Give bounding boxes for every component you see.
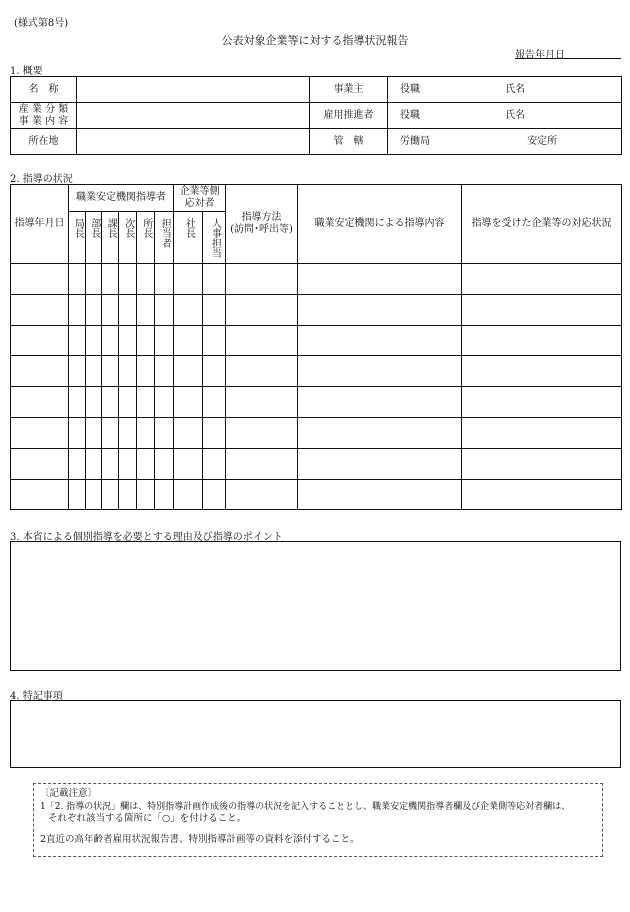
- guidance-table: [10, 184, 622, 510]
- guidance-cell[interactable]: [119, 448, 137, 479]
- guidance-cell[interactable]: [203, 325, 226, 356]
- guidance-cell[interactable]: [137, 387, 155, 418]
- promoter-position-label: 役職: [400, 109, 420, 121]
- guidance-cell[interactable]: [203, 448, 226, 479]
- document-title: 公表対象企業等に対する指導状況報告: [221, 34, 409, 47]
- guidance-cell[interactable]: [462, 479, 622, 510]
- guidance-cell[interactable]: [462, 356, 622, 387]
- company-response-header: 指導を受けた企業等の対応状況: [462, 185, 622, 264]
- guidance-cell[interactable]: [298, 356, 462, 387]
- guidance-cell[interactable]: [203, 417, 226, 448]
- guidance-cell[interactable]: [11, 479, 69, 510]
- guidance-cell[interactable]: [174, 294, 203, 325]
- promoter-field[interactable]: [388, 103, 622, 129]
- guidance-cell[interactable]: [86, 294, 102, 325]
- guidance-row: [11, 448, 622, 479]
- special-notes-field[interactable]: [10, 700, 621, 768]
- guidance-cell[interactable]: [86, 448, 102, 479]
- guidance-cell[interactable]: [137, 448, 155, 479]
- guidance-cell[interactable]: [119, 417, 137, 448]
- guidance-cell[interactable]: [69, 479, 86, 510]
- guidance-cell[interactable]: [203, 387, 226, 418]
- guidance-method-line2: (訪問･呼出等): [230, 224, 293, 235]
- guidance-row: [11, 356, 622, 387]
- guidance-cell[interactable]: [226, 448, 298, 479]
- industry-label-line1: 産 業 分 類: [18, 103, 69, 115]
- name-label: 名 称: [11, 77, 77, 103]
- guidance-row: [11, 325, 622, 356]
- guidance-cell[interactable]: [137, 356, 155, 387]
- guidance-cell[interactable]: [69, 356, 86, 387]
- guidance-cell[interactable]: [11, 448, 69, 479]
- company-responder-line1: 企業等側: [179, 186, 220, 197]
- location-field[interactable]: [77, 129, 310, 155]
- labor-bureau-label: 労働局: [400, 135, 430, 147]
- notes-item-1-b: それぞれ該当する箇所に「○」を付けること。: [48, 812, 247, 824]
- guidance-cell[interactable]: [119, 325, 137, 356]
- guidance-cell[interactable]: [102, 479, 119, 510]
- guidance-cell[interactable]: [102, 387, 119, 418]
- guidance-cell[interactable]: [137, 294, 155, 325]
- notes-title: 〔記載注意〕: [40, 788, 98, 799]
- office-label: 安定所: [527, 135, 558, 147]
- section-3-heading: 3. 本省による個別指導を必要とする理由及び指導のポイント: [10, 532, 283, 543]
- guidance-cell[interactable]: [119, 479, 137, 510]
- guidance-cell[interactable]: [298, 479, 462, 510]
- section-4-heading: 4. 特記事項: [10, 691, 63, 702]
- overview-table: [10, 76, 622, 155]
- guidance-cell[interactable]: [203, 294, 226, 325]
- guidance-cell[interactable]: [119, 294, 137, 325]
- notes-spacer: [40, 826, 596, 834]
- guidance-cell[interactable]: [155, 294, 174, 325]
- guidance-cell[interactable]: [102, 448, 119, 479]
- guidance-cell[interactable]: [86, 387, 102, 418]
- col-hr-manager: 人事担当: [203, 212, 226, 264]
- report-date-label: 報告年月日: [515, 50, 565, 61]
- guidance-cell[interactable]: [298, 387, 462, 418]
- guidance-cell[interactable]: [137, 417, 155, 448]
- guidance-cell[interactable]: [298, 294, 462, 325]
- agency-leader-header: 職業安定機関指導者: [69, 185, 174, 212]
- guidance-cell[interactable]: [102, 325, 119, 356]
- guidance-cell[interactable]: [11, 264, 69, 295]
- guidance-cell[interactable]: [298, 417, 462, 448]
- guidance-cell[interactable]: [155, 264, 174, 295]
- guidance-cell[interactable]: [119, 387, 137, 418]
- col-deputy-chief: 次長: [119, 212, 137, 264]
- guidance-cell[interactable]: [226, 264, 298, 295]
- guidance-cell[interactable]: [226, 325, 298, 356]
- guidance-cell[interactable]: [119, 356, 137, 387]
- guidance-cell[interactable]: [462, 325, 622, 356]
- guidance-cell[interactable]: [86, 264, 102, 295]
- guidance-cell[interactable]: [69, 294, 86, 325]
- guidance-cell[interactable]: [462, 264, 622, 295]
- col-bureau-chief: 局長: [69, 212, 86, 264]
- individual-guidance-reason-field[interactable]: [10, 541, 621, 671]
- promoter-name-label: 氏名: [505, 109, 526, 121]
- guidance-cell[interactable]: [226, 479, 298, 510]
- guidance-method-line1: 指導方法: [241, 212, 282, 223]
- guidance-cell[interactable]: [102, 417, 119, 448]
- col-president: 社長: [174, 212, 203, 264]
- guidance-cell[interactable]: [226, 417, 298, 448]
- guidance-row: [11, 417, 622, 448]
- industry-label: [11, 103, 77, 129]
- guidance-cell[interactable]: [226, 356, 298, 387]
- promoter-label: 雇用推進者: [310, 103, 388, 129]
- guidance-row: [11, 479, 622, 510]
- employer-name-label: 氏名: [505, 83, 526, 95]
- guidance-cell[interactable]: [119, 264, 137, 295]
- guidance-cell[interactable]: [203, 264, 226, 295]
- notes-item-2: 2直近の高年齢者雇用状況報告書、特別指導計画等の資料を添付すること。: [40, 833, 360, 845]
- guidance-cell[interactable]: [137, 264, 155, 295]
- guidance-cell[interactable]: [86, 479, 102, 510]
- guidance-cell[interactable]: [174, 264, 203, 295]
- guidance-date-header: 指導年月日: [11, 185, 69, 264]
- guidance-cell[interactable]: [102, 264, 119, 295]
- section-2-heading: 2. 指導の状況: [10, 174, 73, 185]
- notes-item-1-a: 1「2. 指導の状況」欄は、特別指導計画作成後の指導の状況を記入することとし、職業安定機関指導者欄及び企業側等応対者欄は、: [40, 801, 571, 812]
- guidance-cell[interactable]: [11, 325, 69, 356]
- guidance-cell[interactable]: [86, 325, 102, 356]
- guidance-cell[interactable]: [11, 294, 69, 325]
- location-label: 所在地: [11, 129, 77, 155]
- guidance-cell[interactable]: [11, 356, 69, 387]
- guidance-row: [11, 264, 622, 295]
- guidance-cell[interactable]: [203, 356, 226, 387]
- guidance-cell[interactable]: [69, 264, 86, 295]
- col-section-chief: 課長: [102, 212, 119, 264]
- guidance-cell[interactable]: [69, 417, 86, 448]
- guidance-cell[interactable]: [69, 325, 86, 356]
- guidance-cell[interactable]: [102, 356, 119, 387]
- col-office-chief: 所長: [137, 212, 155, 264]
- name-field[interactable]: [77, 77, 310, 103]
- jurisdiction-label: 管 轄: [310, 129, 388, 155]
- employer-position-label: 役職: [400, 83, 420, 95]
- employer-field[interactable]: [388, 77, 622, 103]
- col-department-chief: 部長: [86, 212, 102, 264]
- guidance-cell[interactable]: [69, 448, 86, 479]
- guidance-cell[interactable]: [226, 294, 298, 325]
- col-person-in-charge: 担当者: [155, 212, 174, 264]
- guidance-cell[interactable]: [137, 325, 155, 356]
- guidance-cell[interactable]: [155, 325, 174, 356]
- guidance-cell[interactable]: [174, 479, 203, 510]
- guidance-cell[interactable]: [86, 356, 102, 387]
- notes-box: [33, 783, 603, 857]
- guidance-cell[interactable]: [69, 387, 86, 418]
- guidance-cell[interactable]: [298, 264, 462, 295]
- industry-label-line2: 事 業 内 容: [18, 115, 69, 127]
- guidance-cell[interactable]: [462, 417, 622, 448]
- form-number: (様式第8号): [14, 18, 69, 29]
- guidance-cell[interactable]: [203, 479, 226, 510]
- employer-label: 事業主: [310, 77, 388, 103]
- guidance-cell[interactable]: [226, 387, 298, 418]
- guidance-content-header: 職業安定機関による指導内容: [298, 185, 462, 264]
- industry-field[interactable]: [77, 103, 310, 129]
- guidance-cell[interactable]: [174, 356, 203, 387]
- guidance-cell[interactable]: [11, 417, 69, 448]
- guidance-row: [11, 294, 622, 325]
- guidance-cell[interactable]: [298, 448, 462, 479]
- guidance-cell[interactable]: [174, 417, 203, 448]
- guidance-cell[interactable]: [462, 448, 622, 479]
- guidance-cell[interactable]: [174, 325, 203, 356]
- guidance-cell[interactable]: [174, 387, 203, 418]
- guidance-cell[interactable]: [155, 479, 174, 510]
- guidance-cell[interactable]: [155, 417, 174, 448]
- guidance-cell[interactable]: [86, 417, 102, 448]
- guidance-cell[interactable]: [462, 387, 622, 418]
- company-responder-line2: 応対者: [184, 198, 215, 209]
- jurisdiction-field[interactable]: [388, 129, 622, 155]
- report-date-field[interactable]: [515, 58, 621, 59]
- section-1-heading: 1. 概要: [10, 66, 43, 77]
- guidance-row: [11, 387, 622, 418]
- guidance-cell[interactable]: [155, 448, 174, 479]
- guidance-cell[interactable]: [102, 294, 119, 325]
- guidance-cell[interactable]: [298, 325, 462, 356]
- guidance-cell[interactable]: [155, 356, 174, 387]
- company-responder-header: [174, 185, 226, 212]
- guidance-cell[interactable]: [462, 294, 622, 325]
- guidance-method-header: [226, 185, 298, 264]
- guidance-cell[interactable]: [174, 448, 203, 479]
- guidance-cell[interactable]: [11, 387, 69, 418]
- guidance-cell[interactable]: [155, 387, 174, 418]
- guidance-cell[interactable]: [137, 479, 155, 510]
